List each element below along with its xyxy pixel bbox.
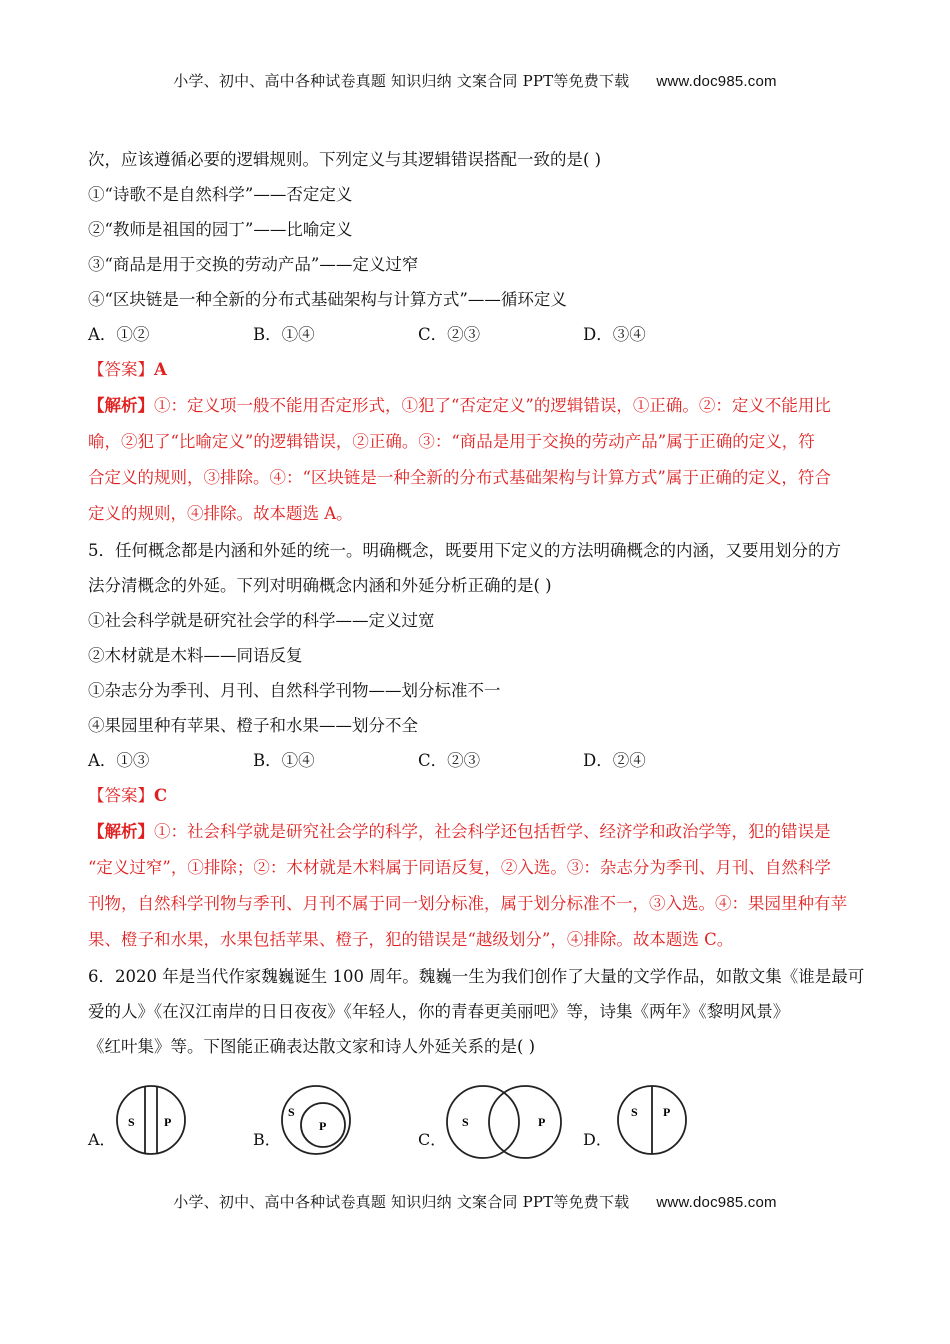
q4-analysis-tag: 【解析】 <box>88 396 154 415</box>
q5-option-d: D．②④ <box>583 751 646 770</box>
q4-answer-tag: 【答案】 <box>88 360 154 379</box>
footer-site[interactable]: www.doc985.com <box>656 1194 777 1211</box>
venn-a-p-label: P <box>164 1115 172 1129</box>
q6-venn-options <box>88 1083 868 1163</box>
q4-analysis-line-1: ①：定义项一般不能用否定形式，①犯了“否定定义”的逻辑错误，①正确。②：定义不能用比 <box>154 396 831 415</box>
q5-stem-line-2: 法分清概念的外延。下列对明确概念内涵和外延分析正确的是( ) <box>88 576 552 595</box>
q5-item-3: ①杂志分为季刊、月刊、自然科学刊物——划分标准不一 <box>88 681 501 700</box>
q5-option-a: A．①③ <box>88 751 150 770</box>
q4-analysis <box>88 388 868 532</box>
q4-item-3: ③“商品是用于交换的劳动产品”——定义过窄 <box>88 255 419 274</box>
header-text: 小学、初中、高中各种试卷真题 知识归纳 文案合同 PPT等免费下载 <box>173 72 630 90</box>
q5-analysis-line-1: ①：社会科学就是研究社会学的科学，社会科学还包括哲学、经济学和政治学等，犯的错误是 <box>154 822 831 841</box>
q5-answer-value: C <box>154 786 168 805</box>
page-footer <box>0 1191 950 1212</box>
venn-d-s-label: S <box>631 1105 638 1119</box>
q5-option-c: C．②③ <box>418 751 481 770</box>
q5-analysis-line-4: 果、橙子和水果，水果包括苹果、橙子，犯的错误是“越级划分”，④排除。故本题选 C。 <box>88 930 734 949</box>
q4-option-d: D．③④ <box>583 325 646 344</box>
venn-d-p-label: P <box>663 1105 671 1119</box>
venn-diagram-a <box>114 1083 188 1157</box>
q4-stem: 次，应该遵循必要的逻辑规则。下列定义与其逻辑错误搭配一致的是( ) <box>88 150 602 169</box>
q5-analysis-line-2: “定义过窄”，①排除；②：木材就是木料属于同语反复，②入选。③：杂志分为季刊、月刊、自然科学 <box>88 858 831 877</box>
venn-diagram-c <box>442 1083 566 1161</box>
q6-option-d-label: D． <box>583 1130 612 1149</box>
q5-answer <box>88 779 868 814</box>
venn-b-p-label: P <box>319 1119 327 1133</box>
q5-option-b: B．①④ <box>253 751 315 770</box>
q6-option-b-label: B． <box>253 1130 281 1149</box>
page-content <box>88 143 868 1065</box>
q4-option-b: B．①④ <box>253 325 315 344</box>
venn-a-s-label: S <box>128 1115 135 1129</box>
q5-analysis-line-3: 刊物，自然科学刊物与季刊、月刊不属于同一划分标准，属于划分标准不一，③入选。④：果园里种有苹 <box>88 894 847 913</box>
q6-option-a-label: A． <box>88 1130 116 1149</box>
q5-stem-line-1: 5．任何概念都是内涵和外延的统一。明确概念，既要用下定义的方法明确概念的内涵，又要用划分的方 <box>88 541 841 560</box>
q4-answer <box>88 353 868 388</box>
q4-option-a: A．①② <box>88 325 150 344</box>
venn-diagram-b <box>279 1083 353 1157</box>
venn-c-p-label: P <box>538 1115 546 1129</box>
q4-answer-value: A <box>154 360 167 379</box>
q6-option-b <box>253 1083 413 1163</box>
header-site[interactable]: www.doc985.com <box>656 73 777 90</box>
q5-item-4: ④果园里种有苹果、橙子和水果——划分不全 <box>88 716 418 735</box>
q6-option-c <box>418 1083 578 1163</box>
q5-options <box>88 744 868 779</box>
q6-option-c-label: C． <box>418 1130 447 1149</box>
q5-analysis-tag: 【解析】 <box>88 822 154 841</box>
q4-analysis-line-3: 合定义的规则，③排除。④：“区块链是一种全新的分布式基础架构与计算方式”属于正确的定义，符合 <box>88 468 831 487</box>
q4-option-c: C．②③ <box>418 325 481 344</box>
venn-c-s-label: S <box>462 1115 469 1129</box>
q5-answer-tag: 【答案】 <box>88 786 154 805</box>
q6-stem-line-1: 6．2020 年是当代作家魏巍诞生 100 周年。魏巍一生为我们创作了大量的文学作品，如散文集《谁是最可 <box>88 967 865 986</box>
q4-analysis-line-4: 定义的规则，④排除。故本题选 A。 <box>88 504 353 523</box>
q4-options <box>88 318 868 353</box>
q4-item-2: ②“教师是祖国的园丁”——比喻定义 <box>88 220 353 239</box>
venn-c-left-circle <box>447 1086 519 1158</box>
q6-stem-line-2: 爱的人》《在汉江南岸的日日夜夜》《年轻人，你的青春更美丽吧》等，诗集《两年》《黎明风景》 <box>88 1002 790 1021</box>
q5-analysis <box>88 814 868 958</box>
venn-b-s-label: S <box>288 1105 295 1119</box>
footer-text: 小学、初中、高中各种试卷真题 知识归纳 文案合同 PPT等免费下载 <box>173 1193 630 1211</box>
q5-item-1: ①社会科学就是研究社会学的科学——定义过宽 <box>88 611 435 630</box>
q6-option-d <box>583 1083 743 1163</box>
q6-stem-line-3: 《红叶集》等。下图能正确表达散文家和诗人外延关系的是( ) <box>88 1037 536 1056</box>
venn-b-outer-circle <box>282 1086 350 1154</box>
q4-item-1: ①“诗歌不是自然科学”——否定定义 <box>88 185 353 204</box>
q5-item-2: ②木材就是木料——同语反复 <box>88 646 303 665</box>
q6-option-a <box>88 1083 248 1163</box>
q4-item-4: ④“区块链是一种全新的分布式基础架构与计算方式”——循环定义 <box>88 290 567 309</box>
venn-c-right-circle <box>489 1086 561 1158</box>
venn-diagram-d <box>615 1083 689 1157</box>
q4-analysis-line-2: 喻，②犯了“比喻定义”的逻辑错误，②正确。③：“商品是用于交换的劳动产品”属于正确的定义，符 <box>88 432 815 451</box>
page-header <box>0 70 950 91</box>
